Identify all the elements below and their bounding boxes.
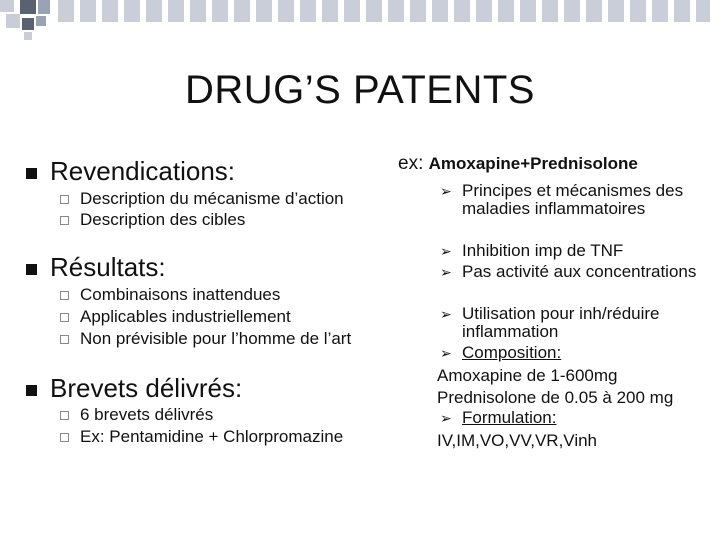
list-item: Non prévisible pour l’homme de l’art	[80, 329, 352, 348]
section-heading-brevets: Brevets délivrés:	[50, 373, 243, 403]
list-item: Inhibition imp de TNF	[462, 241, 624, 260]
square-bullet-icon	[26, 385, 37, 396]
page-title: DRUG’S PATENTS	[185, 68, 535, 112]
list-item: 6 brevets délivrés	[80, 405, 214, 424]
section-heading-resultats: Résultats:	[50, 252, 166, 282]
list-item: Ex: Pentamidine + Chlorpromazine	[80, 427, 344, 446]
list-item: Description des cibles	[80, 210, 246, 229]
checkbox-bullet-icon	[60, 291, 69, 300]
square-bullet-icon	[26, 168, 37, 179]
list-item: maladies inflammatoires	[462, 199, 646, 218]
checkbox-bullet-icon	[60, 411, 69, 420]
checkbox-bullet-icon	[60, 195, 69, 204]
checkbox-bullet-icon	[60, 313, 69, 322]
arrow-bullet-icon: ➢	[440, 306, 452, 322]
formulation-label: Formulation:	[462, 408, 557, 427]
list-item: inflammation	[462, 322, 559, 341]
list-item: Principes et mécanismes des	[462, 181, 684, 200]
list-item: Applicables industriellement	[80, 307, 291, 326]
example-prefix: ex:	[398, 153, 429, 174]
arrow-bullet-icon: ➢	[440, 264, 452, 280]
arrow-bullet-icon: ➢	[440, 410, 452, 426]
composition-label: Composition:	[462, 343, 562, 362]
list-item: Prednisolone de 0.05 à 200 mg	[437, 388, 674, 407]
list-item: Combinaisons inattendues	[80, 285, 281, 304]
list-item: Description du mécanisme d’action	[80, 189, 344, 208]
list-item: Pas activité aux concentrations	[462, 262, 697, 281]
checkbox-bullet-icon	[60, 433, 69, 442]
section-heading-revendications: Revendications:	[50, 156, 235, 186]
checkbox-bullet-icon	[60, 335, 69, 344]
arrow-bullet-icon: ➢	[440, 345, 452, 361]
example-compound: Amoxapine+Prednisolone	[428, 154, 638, 173]
arrow-bullet-icon: ➢	[440, 243, 452, 259]
list-item: Amoxapine de 1-600mg	[437, 366, 618, 385]
example-header	[398, 153, 638, 175]
checkbox-bullet-icon	[60, 216, 69, 225]
list-item: Utilisation pour inh/réduire	[462, 304, 660, 323]
list-item: IV,IM,VO,VV,VR,Vinh	[437, 431, 598, 450]
arrow-bullet-icon: ➢	[440, 183, 452, 199]
square-bullet-icon	[26, 264, 37, 275]
